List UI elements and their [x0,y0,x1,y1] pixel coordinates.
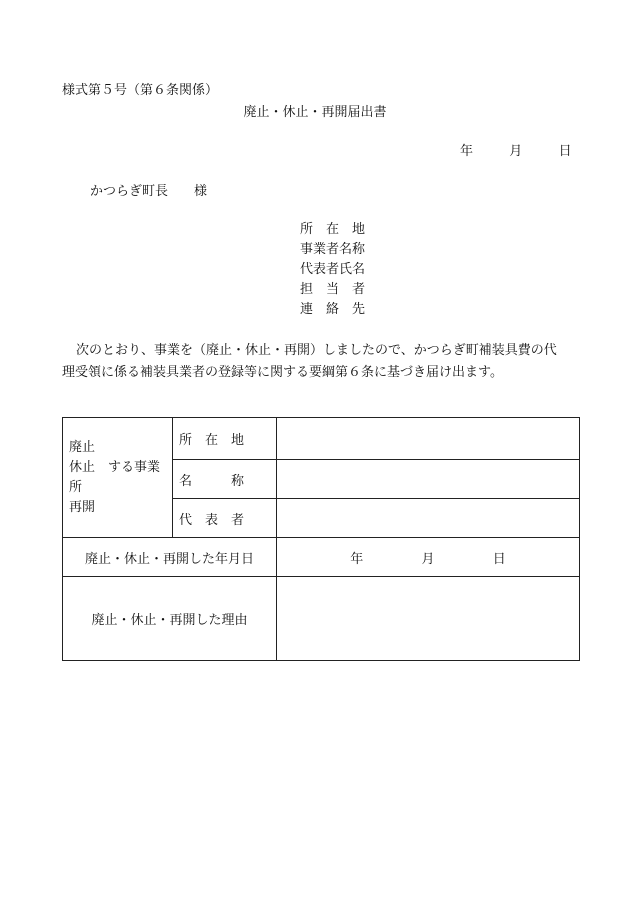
date-row-year: 年 [350,551,364,567]
date-row-month: 月 [421,551,435,567]
representative-value-cell[interactable] [277,499,580,538]
document-title [0,101,630,120]
body-line-2: 理受領に係る補装具業者の登録等に関する要綱第６条に基づき届け出ます。 [62,365,503,380]
field-contact: 連 絡 先 [300,302,366,317]
date-year: 年 [460,144,474,159]
date-row-label: 廃止・休止・再開した年月日 [63,538,277,577]
reason-value-cell[interactable] [277,577,580,661]
side-label-cell [63,418,173,538]
body-text [62,340,582,384]
table-row [63,418,580,460]
field-location: 所 在 地 [300,222,366,237]
side-label-line-1: 廃止 [69,439,96,455]
date-row-day: 日 [492,551,506,567]
side-label-line-2: 休止 する事業所 [69,459,161,495]
notification-table [62,417,580,661]
field-contact-person: 担 当 者 [300,282,366,297]
date-month: 月 [509,144,523,159]
location-label: 所 在 地 [173,418,277,460]
name-value-cell[interactable] [277,460,580,499]
field-representative: 代表者氏名 [300,262,366,277]
field-business-name: 事業者名称 [300,242,366,257]
date-line [460,140,572,159]
body-line-1: 次のとおり、事業を（廃止・休止・再開）しましたので、かつらぎ町補装具費の代 [76,343,557,358]
applicant-fields [300,220,365,320]
name-label: 名 称 [173,460,277,499]
date-day: 日 [558,144,572,159]
table-row [63,538,580,577]
form-number: 様式第５号（第６条関係） [62,83,219,98]
table-row [63,577,580,661]
location-value-cell[interactable] [277,418,580,460]
addressee: かつらぎ町長 様 [90,184,208,199]
reason-row-label: 廃止・休止・再開した理由 [63,577,277,661]
document-title-text: 廃止・休止・再開届出書 [243,105,387,120]
date-row-value-cell[interactable] [277,538,580,577]
side-label-line-3: 再開 [69,499,96,515]
representative-label: 代 表 者 [173,499,277,538]
